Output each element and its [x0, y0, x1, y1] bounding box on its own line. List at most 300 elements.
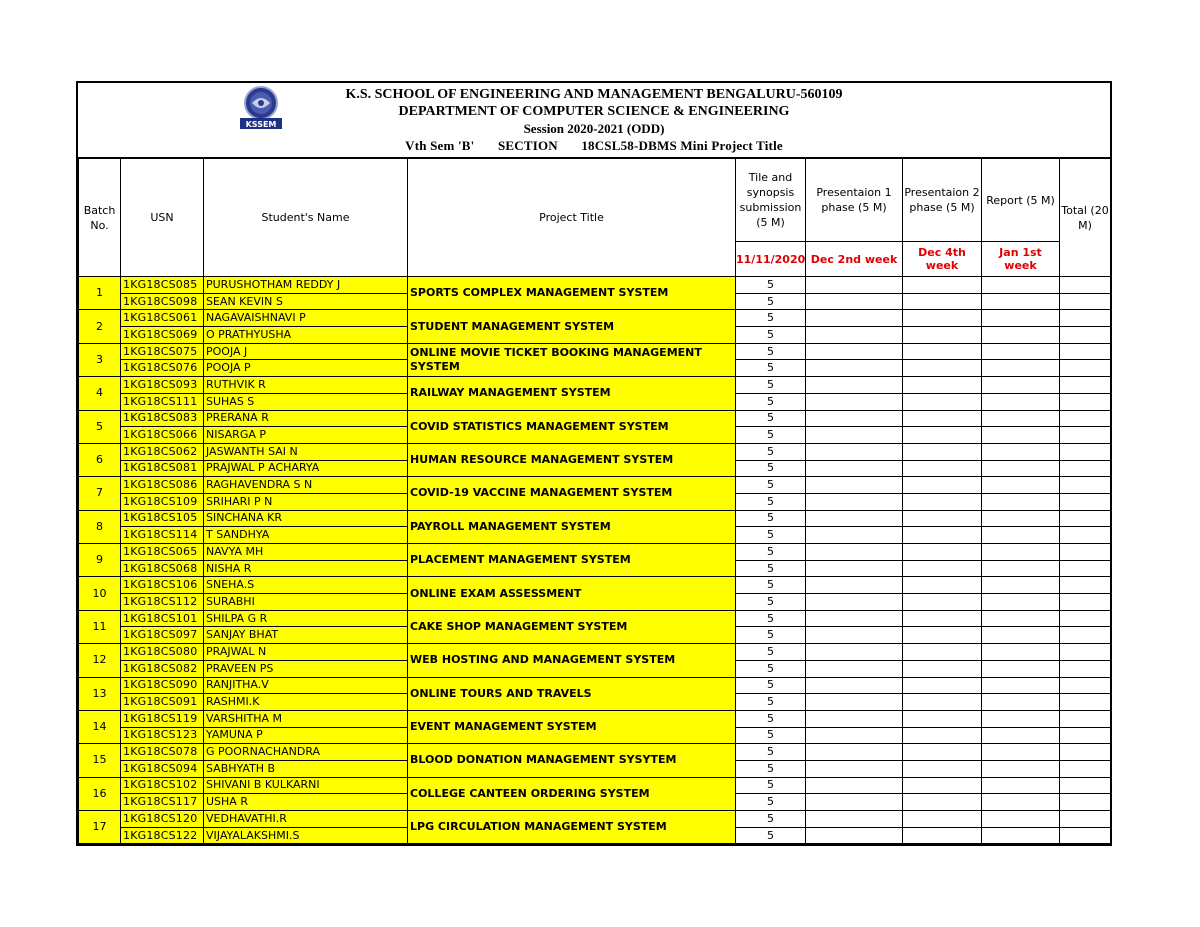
- synopsis-mark: 5: [736, 560, 806, 577]
- student-name: RAGHAVENDRA S N: [204, 477, 408, 494]
- student-name: PRAJWAL P ACHARYA: [204, 460, 408, 477]
- batch-number: 5: [79, 410, 121, 443]
- report-mark: [982, 760, 1060, 777]
- student-usn: 1KG18CS085: [121, 277, 204, 294]
- student-usn: 1KG18CS106: [121, 577, 204, 594]
- phase1-mark: [806, 443, 903, 460]
- total-mark: [1060, 660, 1111, 677]
- total-mark: [1060, 794, 1111, 811]
- report-mark: [982, 510, 1060, 527]
- phase2-mark: [903, 293, 982, 310]
- project-title: ONLINE EXAM ASSESSMENT: [408, 577, 736, 610]
- phase1-mark: [806, 277, 903, 294]
- student-name: SURABHI: [204, 594, 408, 611]
- student-name: PRAVEEN PS: [204, 660, 408, 677]
- batch-number: 15: [79, 744, 121, 777]
- col-synopsis-header: Tile and synopsis submission (5 M): [736, 159, 806, 242]
- report-mark: [982, 577, 1060, 594]
- student-name: YAMUNA P: [204, 727, 408, 744]
- student-usn: 1KG18CS093: [121, 377, 204, 394]
- batch-number: 4: [79, 377, 121, 410]
- synopsis-mark: 5: [736, 777, 806, 794]
- total-mark: [1060, 493, 1111, 510]
- synopsis-date: 11/11/2020: [736, 242, 806, 277]
- batch-number: 7: [79, 477, 121, 510]
- phase2-mark: [903, 694, 982, 711]
- phase2-mark: [903, 794, 982, 811]
- synopsis-mark: 5: [736, 811, 806, 828]
- table-row: [79, 677, 1111, 694]
- total-mark: [1060, 310, 1111, 327]
- student-usn: 1KG18CS061: [121, 310, 204, 327]
- phase1-mark: [806, 343, 903, 360]
- phase2-mark: [903, 443, 982, 460]
- phase2-mark: [903, 677, 982, 694]
- student-name: PRAJWAL N: [204, 644, 408, 661]
- report-mark: [982, 744, 1060, 761]
- student-name: SUHAS S: [204, 393, 408, 410]
- student-usn: 1KG18CS098: [121, 293, 204, 310]
- phase1-mark: [806, 644, 903, 661]
- phase2-mark: [903, 594, 982, 611]
- phase1-mark: [806, 360, 903, 377]
- batch-number: 3: [79, 343, 121, 376]
- project-title: ONLINE TOURS AND TRAVELS: [408, 677, 736, 710]
- total-mark: [1060, 293, 1111, 310]
- student-usn: 1KG18CS122: [121, 827, 204, 844]
- phase1-mark: [806, 293, 903, 310]
- total-mark: [1060, 427, 1111, 444]
- batch-number: 11: [79, 610, 121, 643]
- phase2-mark: [903, 811, 982, 828]
- phase2-mark: [903, 393, 982, 410]
- table-row: [79, 443, 1111, 460]
- synopsis-mark: 5: [736, 677, 806, 694]
- phase2-mark: [903, 610, 982, 627]
- batch-number: 1: [79, 277, 121, 310]
- student-name: RASHMI.K: [204, 694, 408, 711]
- phase2-mark: [903, 577, 982, 594]
- table-row: [79, 343, 1111, 360]
- total-mark: [1060, 694, 1111, 711]
- student-name: NISARGA P: [204, 427, 408, 444]
- synopsis-mark: 5: [736, 443, 806, 460]
- report-mark: [982, 777, 1060, 794]
- logo-text: KSSEM: [245, 120, 277, 129]
- student-usn: 1KG18CS086: [121, 477, 204, 494]
- student-name: SABHYATH B: [204, 760, 408, 777]
- student-usn: 1KG18CS068: [121, 560, 204, 577]
- student-usn: 1KG18CS119: [121, 710, 204, 727]
- phase2-mark: [903, 377, 982, 394]
- phase2-mark: [903, 493, 982, 510]
- student-usn: 1KG18CS080: [121, 644, 204, 661]
- total-mark: [1060, 577, 1111, 594]
- phase1-mark: [806, 310, 903, 327]
- synopsis-mark: 5: [736, 644, 806, 661]
- phase2-mark: [903, 777, 982, 794]
- project-title: COVID-19 VACCINE MANAGEMENT SYSTEM: [408, 477, 736, 510]
- col-phase1-header: Presentaion 1 phase (5 M): [806, 159, 903, 242]
- table-row: [79, 610, 1111, 627]
- synopsis-mark: 5: [736, 577, 806, 594]
- student-name: SANJAY BHAT: [204, 627, 408, 644]
- total-mark: [1060, 677, 1111, 694]
- report-date: Jan 1st week: [982, 242, 1060, 277]
- synopsis-mark: 5: [736, 360, 806, 377]
- report-mark: [982, 310, 1060, 327]
- student-name: SNEHA.S: [204, 577, 408, 594]
- table-row: [79, 777, 1111, 794]
- phase1-mark: [806, 660, 903, 677]
- synopsis-mark: 5: [736, 410, 806, 427]
- total-mark: [1060, 811, 1111, 828]
- report-mark: [982, 427, 1060, 444]
- batch-number: 8: [79, 510, 121, 543]
- col-title-header: Project Title: [408, 159, 736, 277]
- table-row: [79, 577, 1111, 594]
- phase2-mark: [903, 277, 982, 294]
- phase1-mark: [806, 677, 903, 694]
- student-usn: 1KG18CS091: [121, 694, 204, 711]
- phase2-mark: [903, 760, 982, 777]
- phase2-mark: [903, 527, 982, 544]
- batch-number: 12: [79, 644, 121, 677]
- student-usn: 1KG18CS083: [121, 410, 204, 427]
- department-title: DEPARTMENT OF COMPUTER SCIENCE & ENGINEERING: [398, 104, 790, 119]
- synopsis-mark: 5: [736, 744, 806, 761]
- student-name: JASWANTH SAI N: [204, 443, 408, 460]
- report-mark: [982, 460, 1060, 477]
- total-mark: [1060, 477, 1111, 494]
- course-line: [78, 137, 1110, 154]
- report-mark: [982, 277, 1060, 294]
- student-name: RUTHVIK R: [204, 377, 408, 394]
- phase2-mark: [903, 427, 982, 444]
- col-name-header: Student's Name: [204, 159, 408, 277]
- student-usn: 1KG18CS066: [121, 427, 204, 444]
- phase2-mark: [903, 660, 982, 677]
- total-mark: [1060, 760, 1111, 777]
- synopsis-mark: 5: [736, 427, 806, 444]
- synopsis-mark: 5: [736, 327, 806, 344]
- report-mark: [982, 443, 1060, 460]
- phase1-mark: [806, 760, 903, 777]
- report-mark: [982, 560, 1060, 577]
- student-name: G POORNACHANDRA: [204, 744, 408, 761]
- synopsis-mark: 5: [736, 477, 806, 494]
- phase2-mark: [903, 460, 982, 477]
- project-rows: [79, 277, 1111, 844]
- phase1-mark: [806, 327, 903, 344]
- project-title: SPORTS COMPLEX MANAGEMENT SYSTEM: [408, 277, 736, 310]
- project-title: STUDENT MANAGEMENT SYSTEM: [408, 310, 736, 343]
- table-row: [79, 510, 1111, 527]
- student-usn: 1KG18CS078: [121, 744, 204, 761]
- table-row: [79, 744, 1111, 761]
- report-mark: [982, 594, 1060, 611]
- phase1-mark: [806, 727, 903, 744]
- phase1-mark: [806, 393, 903, 410]
- phase2-mark: [903, 544, 982, 561]
- project-title: EVENT MANAGEMENT SYSTEM: [408, 710, 736, 743]
- table-row: [79, 377, 1111, 394]
- project-table: [78, 158, 1111, 844]
- batch-number: 13: [79, 677, 121, 710]
- report-mark: [982, 710, 1060, 727]
- col-phase2-header: Presentaion 2 phase (5 M): [903, 159, 982, 242]
- phase1-mark: [806, 410, 903, 427]
- student-usn: 1KG18CS123: [121, 727, 204, 744]
- project-title: HUMAN RESOURCE MANAGEMENT SYSTEM: [408, 443, 736, 476]
- synopsis-mark: 5: [736, 710, 806, 727]
- table-row: [79, 477, 1111, 494]
- phase1-mark: [806, 510, 903, 527]
- student-usn: 1KG18CS069: [121, 327, 204, 344]
- synopsis-mark: 5: [736, 277, 806, 294]
- col-total-header: Total (20 M): [1060, 159, 1111, 277]
- col-usn-header: USN: [121, 159, 204, 277]
- phase1-mark: [806, 560, 903, 577]
- student-name: NAGAVAISHNAVI P: [204, 310, 408, 327]
- synopsis-mark: 5: [736, 694, 806, 711]
- student-name: SHILPA G R: [204, 610, 408, 627]
- phase2-mark: [903, 744, 982, 761]
- batch-number: 16: [79, 777, 121, 810]
- student-name: NISHA R: [204, 560, 408, 577]
- report-mark: [982, 727, 1060, 744]
- synopsis-mark: 5: [736, 727, 806, 744]
- synopsis-mark: 5: [736, 527, 806, 544]
- phase2-mark: [903, 343, 982, 360]
- total-mark: [1060, 627, 1111, 644]
- student-name: POOJA P: [204, 360, 408, 377]
- phase2-mark: [903, 727, 982, 744]
- report-mark: [982, 811, 1060, 828]
- batch-number: 9: [79, 544, 121, 577]
- student-usn: 1KG18CS117: [121, 794, 204, 811]
- total-mark: [1060, 327, 1111, 344]
- report-mark: [982, 644, 1060, 661]
- project-title: CAKE SHOP MANAGEMENT SYSTEM: [408, 610, 736, 643]
- total-mark: [1060, 343, 1111, 360]
- table-row: [79, 410, 1111, 427]
- phase1-mark: [806, 777, 903, 794]
- table-row: [79, 544, 1111, 561]
- student-name: PURUSHOTHAM REDDY J: [204, 277, 408, 294]
- batch-number: 14: [79, 710, 121, 743]
- report-mark: [982, 827, 1060, 844]
- project-title: COVID STATISTICS MANAGEMENT SYSTEM: [408, 410, 736, 443]
- phase2-mark: [903, 310, 982, 327]
- total-mark: [1060, 527, 1111, 544]
- synopsis-mark: 5: [736, 393, 806, 410]
- phase2-mark: [903, 710, 982, 727]
- synopsis-mark: 5: [736, 493, 806, 510]
- student-usn: 1KG18CS062: [121, 443, 204, 460]
- report-mark: [982, 360, 1060, 377]
- report-mark: [982, 377, 1060, 394]
- report-mark: [982, 610, 1060, 627]
- project-title: ONLINE MOVIE TICKET BOOKING MANAGEMENT SYSTEM: [408, 343, 736, 376]
- student-name: USHA R: [204, 794, 408, 811]
- phase1-date: Dec 2nd week: [806, 242, 903, 277]
- student-name: T SANDHYA: [204, 527, 408, 544]
- phase1-mark: [806, 610, 903, 627]
- batch-number: 17: [79, 811, 121, 844]
- phase2-mark: [903, 560, 982, 577]
- student-usn: 1KG18CS075: [121, 343, 204, 360]
- synopsis-mark: 5: [736, 377, 806, 394]
- student-usn: 1KG18CS114: [121, 527, 204, 544]
- report-mark: [982, 527, 1060, 544]
- student-usn: 1KG18CS111: [121, 393, 204, 410]
- student-name: RANJITHA.V: [204, 677, 408, 694]
- student-name: VIJAYALAKSHMI.S: [204, 827, 408, 844]
- student-usn: 1KG18CS082: [121, 660, 204, 677]
- total-mark: [1060, 610, 1111, 627]
- report-mark: [982, 343, 1060, 360]
- report-mark: [982, 477, 1060, 494]
- student-usn: 1KG18CS101: [121, 610, 204, 627]
- phase2-mark: [903, 410, 982, 427]
- total-mark: [1060, 410, 1111, 427]
- student-name: VARSHITHA M: [204, 710, 408, 727]
- col-report-header: Report (5 M): [982, 159, 1060, 242]
- student-usn: 1KG18CS097: [121, 627, 204, 644]
- project-title: PAYROLL MANAGEMENT SYSTEM: [408, 510, 736, 543]
- synopsis-mark: 5: [736, 660, 806, 677]
- synopsis-mark: 5: [736, 794, 806, 811]
- student-name: SEAN KEVIN S: [204, 293, 408, 310]
- student-name: SHIVANI B KULKARNI: [204, 777, 408, 794]
- sheet-header: [78, 83, 1110, 158]
- report-mark: [982, 293, 1060, 310]
- report-mark: [982, 493, 1060, 510]
- phase1-mark: [806, 493, 903, 510]
- student-name: SRIHARI P N: [204, 493, 408, 510]
- synopsis-mark: 5: [736, 293, 806, 310]
- synopsis-mark: 5: [736, 610, 806, 627]
- student-usn: 1KG18CS102: [121, 777, 204, 794]
- batch-number: 10: [79, 577, 121, 610]
- total-mark: [1060, 727, 1111, 744]
- phase2-mark: [903, 510, 982, 527]
- phase1-mark: [806, 544, 903, 561]
- phase1-mark: [806, 477, 903, 494]
- total-mark: [1060, 827, 1111, 844]
- report-mark: [982, 410, 1060, 427]
- table-row: [79, 811, 1111, 828]
- total-mark: [1060, 594, 1111, 611]
- total-mark: [1060, 360, 1111, 377]
- total-mark: [1060, 544, 1111, 561]
- total-mark: [1060, 560, 1111, 577]
- phase1-mark: [806, 627, 903, 644]
- phase1-mark: [806, 377, 903, 394]
- student-usn: 1KG18CS081: [121, 460, 204, 477]
- phase1-mark: [806, 811, 903, 828]
- table-row: [79, 277, 1111, 294]
- project-title: PLACEMENT MANAGEMENT SYSTEM: [408, 544, 736, 577]
- synopsis-mark: 5: [736, 544, 806, 561]
- table-row: [79, 710, 1111, 727]
- total-mark: [1060, 393, 1111, 410]
- phase2-date: Dec 4th week: [903, 242, 982, 277]
- course-label: 18CSL58-DBMS Mini Project Title: [581, 138, 783, 153]
- synopsis-mark: 5: [736, 827, 806, 844]
- mini-project-sheet: [76, 81, 1112, 846]
- student-name: POOJA J: [204, 343, 408, 360]
- kssem-logo-icon: [238, 85, 284, 131]
- report-mark: [982, 660, 1060, 677]
- total-mark: [1060, 710, 1111, 727]
- synopsis-mark: 5: [736, 760, 806, 777]
- phase2-mark: [903, 477, 982, 494]
- col-batch-header: Batch No.: [79, 159, 121, 277]
- table-row: [79, 644, 1111, 661]
- phase2-mark: [903, 827, 982, 844]
- phase1-mark: [806, 827, 903, 844]
- phase1-mark: [806, 794, 903, 811]
- report-mark: [982, 694, 1060, 711]
- phase1-mark: [806, 594, 903, 611]
- student-usn: 1KG18CS105: [121, 510, 204, 527]
- student-name: VEDHAVATHI.R: [204, 811, 408, 828]
- total-mark: [1060, 277, 1111, 294]
- phase2-mark: [903, 327, 982, 344]
- institution-title: K.S. SCHOOL OF ENGINEERING AND MANAGEMENT BENGALURU-560109: [345, 87, 843, 102]
- phase1-mark: [806, 460, 903, 477]
- student-usn: 1KG18CS090: [121, 677, 204, 694]
- student-usn: 1KG18CS109: [121, 493, 204, 510]
- synopsis-mark: 5: [736, 627, 806, 644]
- synopsis-mark: 5: [736, 310, 806, 327]
- report-mark: [982, 393, 1060, 410]
- total-mark: [1060, 644, 1111, 661]
- phase1-mark: [806, 744, 903, 761]
- phase2-mark: [903, 644, 982, 661]
- student-usn: 1KG18CS112: [121, 594, 204, 611]
- phase1-mark: [806, 577, 903, 594]
- total-mark: [1060, 377, 1111, 394]
- student-usn: 1KG18CS065: [121, 544, 204, 561]
- report-mark: [982, 677, 1060, 694]
- phase1-mark: [806, 694, 903, 711]
- synopsis-mark: 5: [736, 594, 806, 611]
- student-name: SINCHANA KR: [204, 510, 408, 527]
- section-label: SECTION: [497, 138, 558, 153]
- synopsis-mark: 5: [736, 460, 806, 477]
- batch-number: 2: [79, 310, 121, 343]
- student-usn: 1KG18CS094: [121, 760, 204, 777]
- table-row: [79, 310, 1111, 327]
- synopsis-mark: 5: [736, 343, 806, 360]
- project-title: LPG CIRCULATION MANAGEMENT SYSTEM: [408, 811, 736, 844]
- student-name: PRERANA R: [204, 410, 408, 427]
- project-title: COLLEGE CANTEEN ORDERING SYSTEM: [408, 777, 736, 810]
- project-title: WEB HOSTING AND MANAGEMENT SYSTEM: [408, 644, 736, 677]
- report-mark: [982, 627, 1060, 644]
- student-name: O PRATHYUSHA: [204, 327, 408, 344]
- report-mark: [982, 544, 1060, 561]
- semester-label: Vth Sem 'B': [405, 138, 475, 153]
- student-usn: 1KG18CS076: [121, 360, 204, 377]
- phase2-mark: [903, 360, 982, 377]
- project-title: BLOOD DONATION MANAGEMENT SYSYTEM: [408, 744, 736, 777]
- batch-number: 6: [79, 443, 121, 476]
- report-mark: [982, 794, 1060, 811]
